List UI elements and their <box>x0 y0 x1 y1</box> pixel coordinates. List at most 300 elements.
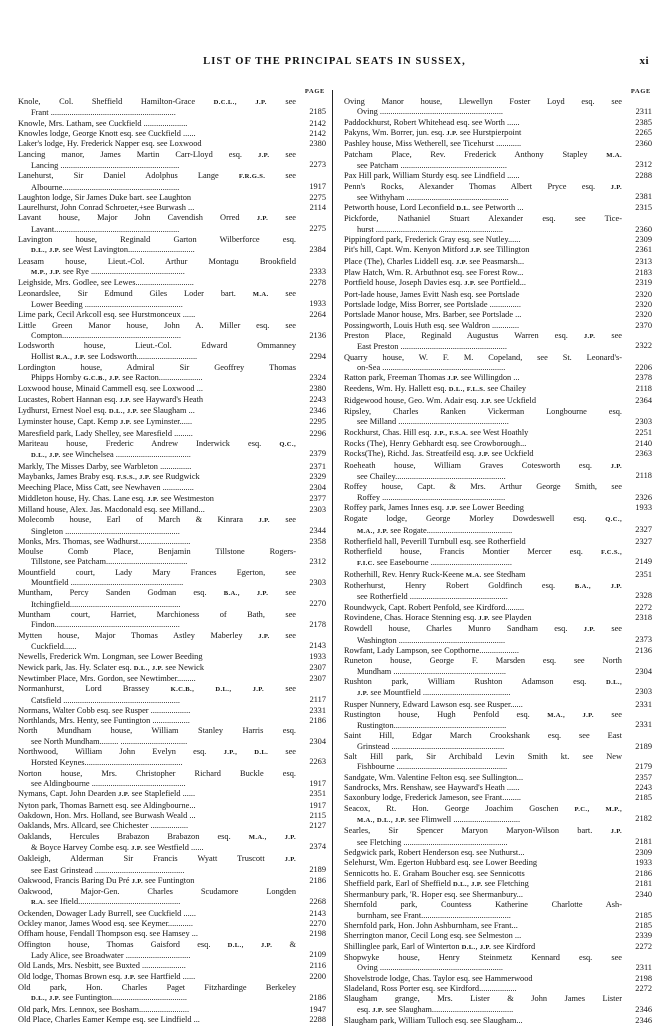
index-entry-line: Leasam house, Lieut.-Col. Arthur Montagu Brookfield <box>18 256 296 266</box>
index-entry-text <box>344 793 622 803</box>
page-number-value: 2296 <box>309 428 326 438</box>
index-entry-row <box>18 429 326 439</box>
page-number-value: 2186 <box>309 993 326 1003</box>
index-entry-text <box>18 537 296 547</box>
index-entry-line: Old park, Hon. Charles Paget Fitzhardinge Berkeley <box>18 982 296 992</box>
index-entry-row <box>18 568 326 589</box>
index-entry-line: on-Sea ........................................................... <box>356 362 506 372</box>
page-number-value: 2309 <box>635 847 652 857</box>
index-entry-page-number <box>622 624 652 646</box>
index-entry-text <box>18 588 296 610</box>
page-number-value: 2346 <box>635 1015 652 1025</box>
index-entry-row <box>18 417 326 428</box>
index-entry-line: Rustington...................................................... <box>356 721 507 731</box>
index-entry-row <box>18 278 326 288</box>
index-entry-page-number <box>622 921 652 931</box>
page-number-value: 2385 <box>635 117 652 127</box>
index-entry-row <box>344 942 652 953</box>
index-entry-line: D.L., J.P. see Winchelsea .................................... <box>31 450 191 460</box>
page-number-spacer <box>296 341 326 351</box>
index-entry-text <box>18 139 296 149</box>
index-entry-page-number <box>622 994 652 1016</box>
index-entry-page-number <box>622 826 652 848</box>
index-entry-text <box>18 706 296 716</box>
page-number-value: 2270 <box>309 598 326 608</box>
index-entry-line: Tillstone, see Patcham....................................... <box>31 557 188 567</box>
index-entry-text <box>344 848 622 858</box>
index-entry-row <box>344 214 652 235</box>
index-entry-text <box>344 953 622 974</box>
page-number-value: 2364 <box>635 395 652 405</box>
index-entry-page-number <box>296 706 326 716</box>
page-number-spacer <box>296 213 326 223</box>
page-number-value: 2275 <box>309 192 326 202</box>
index-entry-page-number <box>622 182 652 204</box>
page-number-value: 2322 <box>635 341 652 351</box>
two-column-body <box>18 88 652 1026</box>
page-number-value: 2309 <box>635 235 652 245</box>
index-entry-row <box>344 984 652 994</box>
page-number-spacer <box>622 994 652 1004</box>
index-entry-page-number <box>622 428 652 439</box>
page-number-value: 2304 <box>309 736 326 746</box>
index-entry-page-number <box>296 909 326 919</box>
index-entry-line: Mountfield court, Lady Mary Frances Egerton, see <box>18 567 296 577</box>
page-number-value: 2268 <box>309 897 326 907</box>
index-entry-line: Portfield house, Joseph Davies esq. J.P. see Portfield... <box>343 278 526 288</box>
index-entry-text <box>18 150 296 172</box>
right-column <box>335 88 652 1026</box>
index-entry-line: Molecomb house, Earl of March & Kinrara J.P. see <box>18 515 296 525</box>
page-number-value: 2264 <box>309 310 326 320</box>
index-entry-text <box>18 213 296 235</box>
index-entry-page-number <box>622 793 652 803</box>
page-number-spacer <box>622 461 652 471</box>
index-entry-row <box>344 310 652 320</box>
page-number-value: 2318 <box>635 613 652 622</box>
index-entry-line: Saint Hill, Edgar March Crookshank esq. see East <box>343 731 622 741</box>
index-entry-line: see Withyham ................................................. <box>356 192 509 202</box>
index-entry-line: Normanhurst, Lord Brassey K.C.B., D.L., J.P. see <box>18 684 297 694</box>
index-entry-line: Rotherhill, Rev. Henry Ruck-Keene M.A. see Stedham <box>343 569 526 579</box>
index-entry-row <box>344 773 652 783</box>
index-entry-page-number <box>622 128 652 139</box>
index-entry-line: Port-lade house, James Evitt Nash esq. see Portslade <box>343 289 520 299</box>
index-entry-line: esq. J.P. see Slaugham....................................... <box>356 1004 514 1014</box>
index-entry-text <box>344 182 622 204</box>
index-entry-text <box>18 257 296 279</box>
index-entry-row <box>18 929 326 939</box>
index-entry-row <box>18 674 326 684</box>
page-number-value: 2182 <box>635 813 652 823</box>
index-entry-line: Loxwood house, Minaid Cammell esq. see Loxwood ... <box>18 384 203 394</box>
index-entry-row <box>18 129 326 139</box>
index-entry-page-number <box>296 417 326 428</box>
page-number-spacer <box>296 588 326 598</box>
index-entry-row <box>344 384 652 395</box>
index-entry-line: see Chailey..................................................... <box>356 471 506 481</box>
index-entry-line: Reedens, Wm. Hy. Hallett esq. D.L., F.L.S. see Chailey <box>343 384 527 394</box>
index-entry-line: Roffey house, Capt. & Mrs. Arthur George Smith, see <box>343 482 622 492</box>
page-number-spacer <box>296 547 326 557</box>
index-entry-row <box>18 321 326 342</box>
index-entry-line: Maresfield park, Lady Shelley, see Maresfield ......... <box>18 428 193 438</box>
index-entry-page-number <box>622 396 652 407</box>
page-number-spacer <box>296 887 326 897</box>
index-entry-line: Possingworth, Louis Huth esq. see Waldron ............. <box>343 320 520 330</box>
page-number-spacer <box>296 747 326 757</box>
index-entry-page-number <box>622 804 652 827</box>
index-entry-line: Nymans, Capt. John Dearden J.P. see Staplefield ...... <box>18 789 196 799</box>
index-entry-text <box>344 974 622 984</box>
index-entry-page-number <box>296 801 326 811</box>
index-entry-row <box>18 716 326 726</box>
page-number-spacer <box>296 363 326 373</box>
index-entry-text <box>344 921 622 931</box>
index-entry-row <box>18 610 326 631</box>
index-entry-text <box>18 321 296 342</box>
page-number-value: 1933 <box>635 502 652 512</box>
page-number-spacer <box>296 631 326 641</box>
index-entry-page-number <box>622 503 652 514</box>
index-entry-line: Newtimber Place, Mrs. Gordon, see Newtimber......... <box>18 673 196 683</box>
index-entry-text <box>18 961 296 971</box>
index-entry-row <box>344 624 652 646</box>
index-entry-page-number <box>622 700 652 710</box>
index-entry-text <box>18 1015 296 1025</box>
index-entry-text <box>18 983 296 1005</box>
index-entry-page-number <box>296 940 326 962</box>
index-entry-text <box>18 610 296 631</box>
index-entry-line: Knowles lodge, George Knott esq. see Cuckfield ...... <box>18 128 196 138</box>
index-entry-line: Rustington house, Hugh Penfold esq. M.A., J.P. see <box>343 709 622 719</box>
index-entry-line: Lodsworth house, Lieut.-Col. Edward Ommanney <box>18 341 296 351</box>
index-entry-line: Lime park, Cecil Arkcoll esq. see Hurstmonceux ...... <box>18 310 196 320</box>
index-entry-page-number <box>622 331 652 353</box>
index-entry-page-number <box>296 278 326 288</box>
index-entry-line: North Mundham house, William Stanley Harris esq. <box>18 726 296 736</box>
index-entry-text <box>18 203 296 213</box>
index-entry-line: Sherrington manor, Cecil Long esq. see Selmeston ... <box>343 931 522 941</box>
index-entry-line: Pippingford park, Frederick Gray esq. see Nutley...... <box>343 235 521 245</box>
page-number-value: 2251 <box>635 427 652 437</box>
index-entry-text <box>344 603 622 613</box>
index-entry-page-number <box>622 581 652 603</box>
index-entry-page-number <box>296 171 326 193</box>
index-entry-row <box>344 869 652 879</box>
page-number-value: 2127 <box>309 821 326 831</box>
page-number-spacer <box>622 804 652 814</box>
page-number-value: 1917 <box>309 181 326 191</box>
index-entry-row <box>344 118 652 128</box>
index-entry-line: Oving ........................................................... <box>356 107 503 117</box>
index-entry-row <box>344 449 652 460</box>
index-entry-page-number <box>296 363 326 385</box>
index-entry-row <box>344 428 652 439</box>
index-entry-line: Catsfield ........................................................ <box>31 695 181 705</box>
index-entry-line: Findon............................................................ <box>31 620 180 630</box>
index-entry-text <box>344 547 622 570</box>
index-entry-line: Quarry house, W. F. M. Copeland, see St. Leonard's- <box>343 352 622 362</box>
index-entry-page-number <box>296 515 326 537</box>
page-number-value: 2304 <box>309 483 326 493</box>
index-entry-page-number <box>296 289 326 311</box>
index-entry-page-number <box>296 439 326 462</box>
index-entry-text <box>18 472 296 483</box>
index-entry-line: Plaw Hatch, Wm. R. Arbuthnot esq. see Forest Row... <box>343 268 524 277</box>
index-entry-line: Oving Manor house, Llewellyn Foster Loyd esq. see <box>343 97 622 106</box>
index-entry-line: Oakwood, Francis Baring Du Pré J.P. see Funtington <box>18 875 195 885</box>
index-entry-line: Roundwyck, Capt. Robert Penfold, see Kirdford......... <box>343 602 525 612</box>
index-entry-page-number <box>622 214 652 235</box>
index-entry-row <box>18 854 326 876</box>
page-number-value: 2320 <box>635 310 652 320</box>
index-entry-page-number <box>622 203 652 214</box>
index-entry-text <box>344 203 622 214</box>
index-entry-row <box>344 974 652 984</box>
index-entry-row <box>344 331 652 353</box>
index-entry-row <box>18 341 326 363</box>
index-entry-line: see East Grinstead ........................................... <box>31 865 185 875</box>
index-entry-row <box>344 1016 652 1026</box>
page-number-spacer <box>622 214 652 224</box>
page-number-value: 2320 <box>635 299 652 309</box>
index-entry-row <box>344 171 652 181</box>
index-entry-line: Salt Hill park, Sir Archibald Levin Smith kt. see New <box>343 752 622 762</box>
page-number-value: 1947 <box>309 1004 326 1014</box>
page-number-value: 2275 <box>309 223 326 233</box>
index-entry-line: Ridgewood house, Geo. Wm. Adair esq. J.P. see Uckfield <box>343 395 537 405</box>
index-entry-row <box>18 919 326 929</box>
index-entry-row <box>344 613 652 624</box>
index-entry-line: Seacox, Rt. Hon. George Joachim Goschen P.C., M.P., <box>343 803 622 813</box>
index-entry-page-number <box>622 710 652 732</box>
index-entry-text <box>344 331 622 353</box>
page-number-spacer <box>622 97 652 107</box>
index-entry-text <box>344 150 622 172</box>
page-number-value: 2270 <box>309 919 326 929</box>
index-entry-text <box>344 300 622 310</box>
index-entry-row <box>18 439 326 462</box>
index-entry-line: Shernfold park, Countess Katherine Charlotte Ash- <box>343 900 622 910</box>
index-entry-text <box>344 97 622 118</box>
index-entry-row <box>18 363 326 385</box>
page-number-value: 2189 <box>309 864 326 874</box>
index-entry-row <box>18 887 326 909</box>
index-entry-line: Compton......................................................... <box>31 330 181 340</box>
index-entry-row <box>18 384 326 394</box>
index-entry-line: Selehurst, Wm. Egerton Hubbard esq. see Lower Beeding <box>343 858 538 868</box>
index-entry-text <box>344 677 622 700</box>
index-entry-page-number <box>622 646 652 656</box>
index-entry-row <box>18 289 326 311</box>
index-entry-line: Rocks (The), Henry Gebhardt esq. see Crowborough... <box>343 439 527 448</box>
index-entry-line: Rotherfield hall, Peverill Turnbull esq. see Rotherfield <box>343 536 526 546</box>
index-entry-line: Penn's Rocks, Alexander Thomas Albert Pryce esq. J.P. <box>343 181 622 191</box>
index-entry-page-number <box>296 462 326 472</box>
index-entry-line: Mytten house, Major Thomas Astley Maberley J.P. see <box>18 630 296 640</box>
page-number-spacer <box>296 515 326 525</box>
index-entry-row <box>344 300 652 310</box>
index-entry-line: Oving ........................................................... <box>356 963 503 973</box>
index-entry-line: Lady Alice, see Broadwater ............................... <box>31 951 191 960</box>
index-entry-text <box>18 97 296 119</box>
index-entry-page-number <box>296 983 326 1005</box>
index-entry-line: Rushton park, William Rushton Adamson esq. D.L., <box>343 676 622 686</box>
page-number-value: 2109 <box>309 950 326 959</box>
index-entry-line: Old Place, Charles Eamer Kempe esq. see Lindfield ... <box>18 1014 200 1024</box>
index-entry-text <box>344 245 622 256</box>
index-entry-line: Lavington house, Reginald Garton Wilberforce esq. <box>18 235 296 245</box>
index-entry-page-number <box>296 972 326 983</box>
index-entry-page-number <box>296 961 326 971</box>
page-number-value: 2272 <box>635 602 652 612</box>
page-number-value: 2136 <box>309 330 326 340</box>
index-entry-text <box>344 257 622 268</box>
page-number-spacer <box>296 832 326 842</box>
index-entry-page-number <box>622 858 652 868</box>
index-entry-text <box>344 1016 622 1026</box>
index-entry-row <box>344 182 652 204</box>
index-entry-page-number <box>296 406 326 417</box>
page-number-value: 2351 <box>309 789 326 799</box>
index-entry-page-number <box>296 129 326 139</box>
index-entry-page-number <box>622 449 652 460</box>
index-entry-page-number <box>622 900 652 921</box>
page-number-value: 2313 <box>635 256 652 266</box>
page-number-spacer <box>296 854 326 864</box>
index-entry-page-number <box>622 931 652 941</box>
index-entry-text <box>18 119 296 129</box>
index-entry-page-number <box>622 731 652 752</box>
index-entry-text <box>344 804 622 827</box>
page-number-spacer <box>622 624 652 634</box>
index-entry-text <box>18 789 296 800</box>
index-entry-row <box>344 139 652 149</box>
index-entry-row <box>18 235 326 257</box>
index-entry-text <box>344 773 622 783</box>
index-entry-row <box>18 406 326 417</box>
index-entry-line: Sandgate, Wm. Valentine Felton esq. see Sullington... <box>343 772 524 782</box>
index-entry-text <box>18 568 296 589</box>
index-entry-text <box>18 876 296 887</box>
index-entry-page-number <box>296 139 326 149</box>
index-entry-line: Hollist R.A., J.P. see Lodsworth............................. <box>31 351 198 361</box>
index-entry-line: Rotherhurst, Henry Robert Goldfinch esq. B.A., J.P. <box>343 581 622 591</box>
index-entry-text <box>18 726 296 747</box>
index-entry-text <box>344 942 622 953</box>
index-entry-row <box>344 804 652 827</box>
page-number-value: 2183 <box>635 268 652 277</box>
index-entry-row <box>344 603 652 613</box>
index-entry-line: Shopwyke house, Henry Steinmetz Kennard esq. see <box>343 953 622 962</box>
index-entry-text <box>18 462 296 472</box>
page-number-value: 2142 <box>309 118 326 128</box>
index-entry-line: burnham, see Frant........................................... <box>356 910 511 920</box>
index-entry-page-number <box>296 663 326 674</box>
index-entry-row <box>344 793 652 803</box>
index-entry-text <box>18 652 296 662</box>
index-entry-line: Knowle, Mrs. Latham, see Cuckfield ..................... <box>18 118 188 128</box>
page-number-value: 2315 <box>635 203 652 213</box>
index-entry-row <box>344 581 652 603</box>
index-entry-line: Fishbourne ..................................................... <box>356 762 508 772</box>
index-entry-text <box>344 931 622 941</box>
index-entry-row <box>344 439 652 449</box>
index-entry-row <box>344 128 652 139</box>
index-entry-text <box>18 663 296 674</box>
index-entry-row <box>344 353 652 374</box>
page-number-value: 2384 <box>309 245 326 255</box>
index-entry-page-number <box>622 321 652 331</box>
page-number-value: 2358 <box>309 536 326 546</box>
page-number-value: 2370 <box>635 320 652 330</box>
index-entry-text <box>344 752 622 773</box>
page-number-value: 2331 <box>635 699 652 709</box>
index-entry-page-number <box>296 310 326 320</box>
left-column <box>18 88 330 1025</box>
index-entry-line: Milland house, Alex. Jas. Macdonald esq. see Milland... <box>18 504 205 514</box>
page-number-value: 1917 <box>309 779 326 788</box>
index-entry-row <box>344 203 652 214</box>
index-entry-line: Newick park, Jas. Hy. Sclater esq. D.L., J.P. see Newick <box>18 662 205 672</box>
page-number-value: 2273 <box>309 159 326 169</box>
index-entry-line: Paddockhurst, Robert Whitehead esq. see Worth ...... <box>343 117 520 127</box>
index-entry-text <box>18 515 296 537</box>
page-number-spacer <box>622 407 652 417</box>
index-entry-line: M.A., D.L., J.P. see Flimwell ................................ <box>356 814 521 824</box>
index-entry-page-number <box>622 656 652 677</box>
index-entry-page-number <box>622 547 652 570</box>
index-entry-text <box>18 171 296 193</box>
index-entry-line: Nyton park, Thomas Barnett esq. see Aldingbourne... <box>18 800 196 810</box>
page-number-value: 2374 <box>309 841 326 851</box>
index-entry-text <box>344 858 622 868</box>
page-number-value: 2118 <box>635 470 652 480</box>
index-entry-row <box>344 407 652 428</box>
index-entry-text <box>344 869 622 879</box>
index-entry-page-number <box>622 268 652 278</box>
index-entry-row <box>18 515 326 537</box>
index-entry-page-number <box>622 245 652 256</box>
index-entry-line: Little Green Manor house, John A. Miller esq. see <box>18 320 296 330</box>
page-number-spacer <box>622 581 652 591</box>
page-number-value: 2206 <box>635 362 652 372</box>
index-entry-page-number <box>622 407 652 428</box>
index-entry-page-number <box>296 747 326 769</box>
page-number-value: 2186 <box>309 875 326 885</box>
index-entry-row <box>344 235 652 245</box>
index-entry-text <box>344 449 622 460</box>
index-entry-page-number <box>296 235 326 257</box>
page-number-spacer <box>296 171 326 181</box>
index-entry-page-number <box>296 119 326 129</box>
index-entry-text <box>18 716 296 726</box>
index-entry-text <box>344 514 622 537</box>
index-entry-page-number <box>296 716 326 726</box>
page-column-header-left: PAGE <box>304 88 325 95</box>
index-entry-text <box>18 129 296 139</box>
index-entry-line: Patcham Place, Rev. Frederick Anthony Stapley M.A. <box>343 149 622 159</box>
index-entry-row <box>18 119 326 129</box>
index-entry-text <box>344 613 622 624</box>
index-entry-text <box>18 235 296 257</box>
index-entry-page-number <box>622 869 652 879</box>
index-entry-page-number <box>622 848 652 858</box>
index-entry-text <box>344 826 622 848</box>
page-folio-number: xi <box>639 55 649 67</box>
index-entry-page-number <box>296 610 326 631</box>
